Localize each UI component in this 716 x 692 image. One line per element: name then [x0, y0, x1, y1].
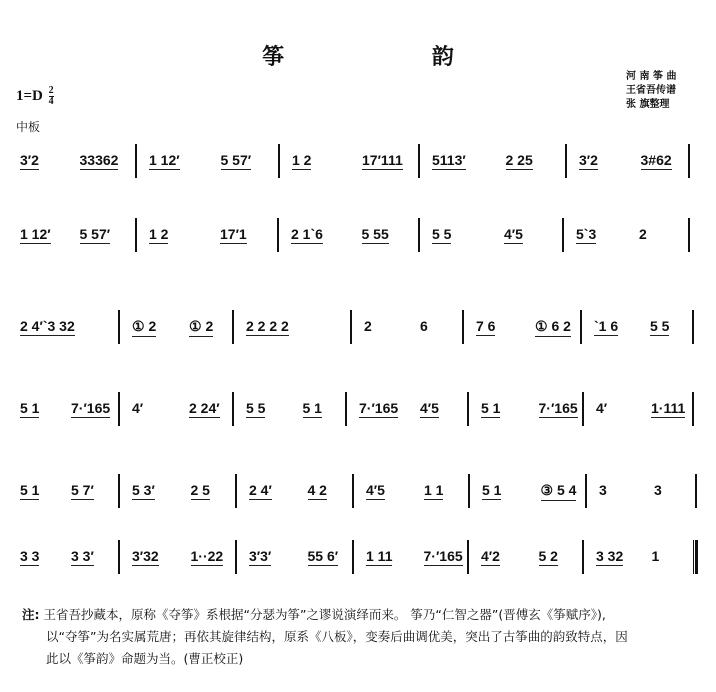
note-beat: 5 7′ [71, 482, 94, 498]
note-beat: 4 2 [307, 482, 327, 498]
barline [345, 392, 347, 426]
barline [565, 144, 567, 178]
note-beat: ① 2 [132, 318, 156, 337]
note-beat: 1 1 [424, 482, 444, 498]
note-beat: 7·′165 [538, 400, 578, 416]
note-beat: 3 3′ [71, 548, 94, 564]
credit-arranger: 张 旗整理 [626, 99, 670, 110]
barline [135, 218, 137, 252]
barline [235, 540, 237, 574]
barline [688, 218, 690, 252]
note-beat: 2 1`6 [291, 226, 323, 242]
barline [467, 540, 469, 574]
barline [695, 474, 697, 508]
score-row [16, 400, 706, 430]
note-beat: 1 [651, 548, 660, 564]
barline [418, 144, 420, 178]
key-signature [16, 86, 54, 107]
note-beat: 55 6′ [307, 548, 339, 564]
barline [350, 310, 352, 344]
note-beat: 5 3′ [132, 482, 155, 498]
note-beat: 2 24′ [189, 400, 220, 416]
barline [118, 392, 120, 426]
barline [692, 392, 694, 426]
note-beat: 2 [364, 318, 372, 334]
note-beat: 2 2 2 2 [246, 318, 289, 334]
note-beat: 5 1 [482, 482, 502, 498]
note-beat: 5 2 [538, 548, 558, 564]
barline [278, 144, 280, 178]
barline [135, 144, 137, 178]
credits [626, 70, 676, 112]
note-beat: 5 1 [20, 482, 40, 498]
barline [580, 310, 582, 344]
note-beat: 4′ [596, 400, 608, 416]
note-beat: 2 [639, 226, 647, 242]
barline [693, 540, 698, 574]
note-beat: 5 1 [20, 400, 40, 416]
note-beat: 5 57′ [220, 152, 252, 168]
note-beat: ③ 5 4 [541, 482, 577, 501]
footnote-line: 以“夺筝”为名实属荒唐；再依其旋律结构，原系《八板》，变奏后曲调优美，突出了古筝曲的韵致特点，因 [46, 629, 628, 644]
footnote [22, 604, 702, 670]
barline [462, 310, 464, 344]
note-beat: 6 [420, 318, 428, 334]
note-beat: 4′5 [504, 226, 523, 242]
barline [118, 540, 120, 574]
barline [582, 540, 584, 574]
barline [232, 392, 234, 426]
note-beat: 17′111 [362, 152, 403, 168]
barline [418, 218, 420, 252]
barline [277, 218, 279, 252]
barline [562, 218, 564, 252]
note-beat: 5 55 [361, 226, 389, 242]
note-beat: 3′3′ [249, 548, 272, 564]
score-row [16, 318, 706, 348]
footnote-label: 注: [22, 607, 40, 622]
note-beat: 4′5 [366, 482, 385, 498]
key-label: 1=D [16, 87, 43, 104]
barline [467, 392, 469, 426]
note-beat: 3 3 [20, 548, 40, 564]
time-denominator: 4 [48, 96, 54, 107]
note-beat: 2 4′ [249, 482, 272, 498]
note-beat: 5 1 [481, 400, 501, 416]
note-beat: 5 5 [246, 400, 266, 416]
credit-origin: 河 南 筝 曲 [626, 71, 677, 82]
score-row [16, 152, 706, 182]
barline [118, 474, 120, 508]
time-signature [49, 86, 54, 107]
barline [232, 310, 234, 344]
barline [582, 392, 584, 426]
piece-title: 筝 韵 [262, 44, 524, 70]
note-beat: 7 6 [476, 318, 496, 334]
time-numerator: 2 [48, 85, 54, 96]
note-beat: 7·′165 [71, 400, 111, 416]
note-beat: ① 6 2 [535, 318, 571, 337]
note-beat: ① 2 [189, 318, 213, 337]
note-beat: 7·′165 [359, 400, 399, 416]
note-beat: 5 5 [650, 318, 670, 334]
note-beat: 2 25 [505, 152, 533, 168]
footnote-line: 此以《筝韵》命题为当。(曹正校正) [46, 651, 244, 666]
score-row [16, 482, 706, 512]
score-row [16, 548, 706, 578]
note-beat: 3′2 [20, 152, 39, 168]
note-beat: 1 2 [292, 152, 312, 168]
note-beat: 5113′ [432, 152, 466, 168]
barline [688, 144, 690, 178]
note-beat: 3 [654, 482, 662, 498]
barline [692, 310, 694, 344]
note-beat: 33362 [79, 152, 119, 168]
note-beat: `1 6 [594, 318, 619, 334]
note-beat: 3#62 [640, 152, 672, 168]
barline [118, 310, 120, 344]
footnote-line: 王省吾抄藏本，原称《夺筝》系根据“分瑟为筝”之谬说演绎而来。 筝乃“仁智之器”(晋傅玄《筝赋序》), [43, 607, 606, 622]
note-beat: 1 12′ [20, 226, 51, 242]
note-beat: 4′ [132, 400, 144, 416]
note-beat: 5 57′ [79, 226, 111, 242]
note-beat: 17′1 [220, 226, 247, 242]
note-beat: 5 5 [432, 226, 452, 242]
note-beat: 7·′165 [423, 548, 463, 564]
note-beat: 1·111 [651, 400, 686, 416]
note-beat: 4′2 [481, 548, 500, 564]
barline [468, 474, 470, 508]
note-beat: 3′32 [132, 548, 159, 564]
note-beat: 4′5 [420, 400, 439, 416]
note-beat: 1 12′ [149, 152, 180, 168]
note-beat: 3′2 [579, 152, 598, 168]
note-beat: 1 2 [149, 226, 169, 242]
barline [235, 474, 237, 508]
score-row [16, 226, 706, 256]
note-beat: 5`3 [576, 226, 597, 242]
barline [585, 474, 587, 508]
credit-transmitter: 王省吾传谱 [626, 85, 676, 96]
note-beat: 1 11 [366, 548, 393, 564]
note-beat: 1··22 [190, 548, 224, 564]
note-beat: 2 5 [190, 482, 210, 498]
note-beat: 5 1 [302, 400, 322, 416]
note-beat: 3 32 [596, 548, 624, 564]
tempo-marking: 中板 [16, 120, 41, 134]
note-beat: 2 4′`3 32 [20, 318, 75, 334]
barline [352, 474, 354, 508]
note-beat: 3 [599, 482, 607, 498]
barline [352, 540, 354, 574]
